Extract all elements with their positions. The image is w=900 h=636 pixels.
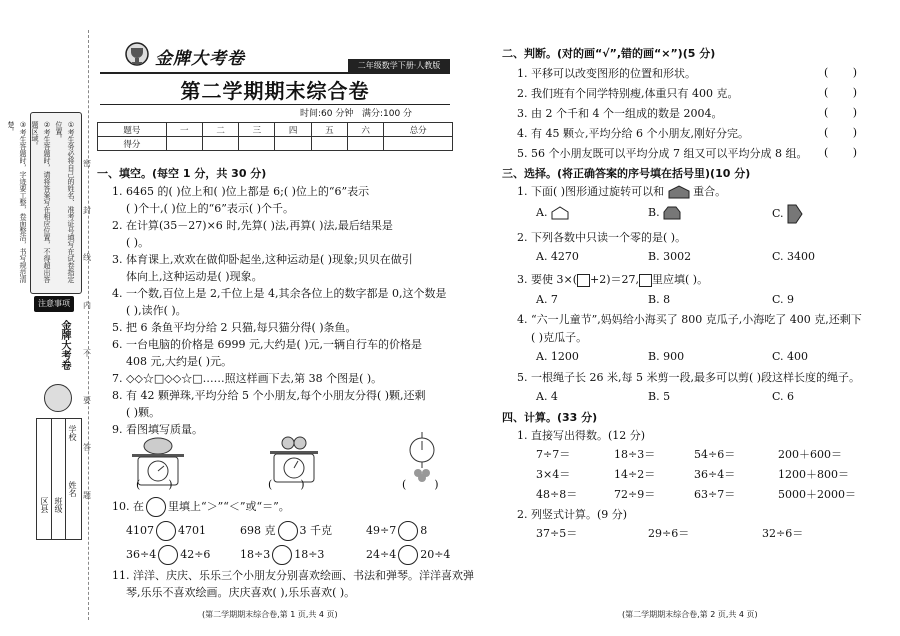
compare-circle[interactable] — [156, 521, 176, 541]
answer-blank[interactable]: ( ) — [268, 478, 305, 491]
compare-circle[interactable] — [158, 545, 178, 565]
question-2-line-1: 2. 在计算(35－27)×6 时,先算( )法,再算( )法,最后结果是 — [112, 219, 393, 232]
vertical-calc-item: 37÷5＝ — [536, 527, 578, 540]
trophy-icon — [122, 40, 152, 70]
seal-dashed-line — [88, 30, 89, 620]
choice-3-option-a[interactable]: A. 7 — [536, 293, 558, 306]
compare-circle[interactable] — [278, 521, 298, 541]
question-2-line-2: ( )。 — [126, 236, 150, 249]
judge-answer-blank[interactable]: ( ) — [824, 66, 858, 79]
judge-item: 2. 我们班有个同学特别瘦,体重只有 400 克。 — [517, 87, 739, 100]
trapezoid-shape-icon — [663, 206, 681, 220]
compare-item: 36÷4 42÷6 — [126, 545, 210, 565]
student-info-box — [36, 418, 82, 540]
seal-char: 线 — [83, 253, 91, 262]
score-input-cell[interactable] — [166, 137, 202, 151]
choice-2-option-a[interactable]: A. 4270 — [536, 250, 579, 263]
exam-title: 第二学期期末综合卷 — [180, 79, 370, 103]
page-footer-1: (第二学期期末综合卷,第 1 页,共 4 页) — [202, 610, 338, 619]
exam-full-score: 满分:100 分 — [361, 109, 413, 119]
calc-item: 36÷4＝ — [694, 468, 736, 481]
judge-answer-blank[interactable]: ( ) — [824, 126, 858, 139]
compare-circle[interactable] — [398, 521, 418, 541]
judge-item: 5. 56 个小朋友既可以平均分成 7 组又可以平均分成 8 组。 — [517, 147, 808, 160]
district-field-label: 区县 — [40, 497, 49, 513]
choice-5: 5. 一根绳子长 26 米,每 5 米剪一段,最多可以剪( )段这样长度的绳子。 — [517, 371, 861, 384]
side-logo-icon — [44, 384, 72, 412]
compare-circle[interactable] — [398, 545, 418, 565]
score-input-cell[interactable] — [384, 137, 453, 151]
blank-square — [577, 274, 590, 287]
question-11-line-1: 11. 洋洋、庆庆、乐乐三个小朋友分别喜欢绘画、书法和弹琴。洋洋喜欢弹 — [112, 569, 474, 582]
table-cell: 二 — [202, 123, 238, 137]
calc-item: 18÷3＝ — [614, 448, 656, 461]
choice-5-option-b[interactable]: B. 5 — [648, 390, 671, 403]
table-cell: 三 — [239, 123, 275, 137]
choice-4-option-c[interactable]: C. 400 — [772, 350, 809, 363]
seal-char: 题 — [83, 491, 91, 500]
blank-square — [639, 274, 652, 287]
seal-char: 封 — [83, 206, 91, 215]
score-input-cell[interactable] — [348, 137, 384, 151]
judge-item: 1. 平移可以改变图形的位置和形状。 — [517, 67, 696, 80]
question-6-line-1: 6. 一台电脑的价格是 6999 元,大约是( )元,一辆自行车的价格是 — [112, 338, 423, 351]
choice-4-option-a[interactable]: A. 1200 — [536, 350, 579, 363]
calc-item: 3×4＝ — [536, 468, 571, 481]
score-table-row — [98, 137, 453, 151]
judge-answer-blank[interactable]: ( ) — [824, 106, 858, 119]
question-8-line-2: ( )颗。 — [126, 406, 161, 419]
choice-3: 3. 要使 3×( +2)＝27, 里应填( )。 — [517, 273, 709, 286]
score-input-cell[interactable] — [239, 137, 275, 151]
question-8-line-1: 8. 有 42 颗弹珠,平均分给 5 个小朋友,每个小朋友分得( )颗,还剩 — [112, 389, 426, 402]
judge-item: 4. 有 45 颗☆,平均分给 6 个小朋友,刚好分完。 — [517, 127, 749, 140]
choice-1-option-c[interactable]: C. — [772, 204, 803, 224]
table-cell: 五 — [311, 123, 347, 137]
vertical-calc-item: 32÷6＝ — [762, 527, 804, 540]
choice-1-option-a[interactable]: A. — [536, 206, 569, 220]
table-cell: 六 — [348, 123, 384, 137]
choice-5-option-a[interactable]: A. 4 — [536, 390, 558, 403]
table-cell: 四 — [275, 123, 311, 137]
seal-char: 要 — [83, 396, 91, 405]
question-6-line-2: 408 元,大约是( )元。 — [126, 355, 233, 368]
binding-strip — [0, 0, 92, 636]
calc-item: 1200＋800＝ — [778, 468, 849, 481]
question-1-line-2: ( )个十,( )位上的“6”表示( )个千。 — [126, 202, 294, 215]
score-input-cell[interactable] — [202, 137, 238, 151]
name-field-label: 姓名 — [68, 481, 77, 497]
choice-5-option-c[interactable]: C. 6 — [772, 390, 795, 403]
calc-item: 5000＋2000＝ — [778, 488, 856, 501]
judge-answer-blank[interactable]: ( ) — [824, 86, 858, 99]
judge-answer-blank[interactable]: ( ) — [824, 146, 858, 159]
compare-item: 49÷7 8 — [366, 521, 427, 541]
calc-part-2-title: 2. 列竖式计算。(9 分) — [517, 508, 628, 521]
page-footer-2: (第二学期期末综合卷,第 2 页,共 4 页) — [622, 610, 758, 619]
calc-item: 72÷9＝ — [614, 488, 656, 501]
grade-tag: 二年级数学下册·人教版 — [348, 59, 450, 72]
notice-line: ③考生答题时，字迹要工整，卷面整洁，书写规范清楚。 — [7, 121, 27, 283]
section-4-title: 四、计算。(33 分) — [502, 411, 598, 424]
compare-circle — [146, 497, 166, 517]
question-3-line-1: 3. 体育课上,欢欢在做仰卧起坐,这种运动是( )现象;贝贝在做引 — [112, 253, 413, 266]
choice-2-option-c[interactable]: C. 3400 — [772, 250, 816, 263]
question-9: 9. 看图填写质量。 — [112, 423, 203, 436]
choice-1: 1. 下面( )图形通过旋转可以和 重合。 — [517, 185, 727, 198]
question-11-line-2: 琴,乐乐不喜欢绘画。庆庆喜欢( ),乐乐喜欢( )。 — [126, 586, 356, 599]
choice-4-option-b[interactable]: B. 900 — [648, 350, 685, 363]
question-10: 10. 在 里填上“＞”“＜”或“＝”。 — [112, 497, 290, 517]
score-table — [97, 122, 453, 151]
judge-item: 3. 由 2 个千和 4 个一组成的数是 2004。 — [517, 107, 723, 120]
calc-item: 7÷7＝ — [536, 448, 571, 461]
calc-part-1-title: 1. 直接写出得数。(12 分) — [517, 429, 646, 442]
answer-blank[interactable]: ( ) — [402, 478, 439, 491]
house-outline-icon — [551, 206, 569, 220]
compare-item: 698 克 3 千克 — [240, 521, 332, 541]
choice-4-line-1: 4. “六一儿童节”,妈妈给小海买了 800 克瓜子,小海吃了 400 克,还剩下 — [517, 313, 862, 326]
calc-item: 63÷7＝ — [694, 488, 736, 501]
choice-3-option-b[interactable]: B. 8 — [648, 293, 671, 306]
calc-item: 14÷2＝ — [614, 468, 656, 481]
question-5: 5. 把 6 条鱼平均分给 2 只猫,每只猫分得( )条鱼。 — [112, 321, 357, 334]
calc-item: 200＋600＝ — [778, 448, 842, 461]
choice-2: 2. 下列各数中只读一个零的是( )。 — [517, 231, 687, 244]
house-shape-icon — [668, 185, 690, 199]
notice-box — [7, 112, 82, 294]
vertical-calc-item: 29÷6＝ — [648, 527, 690, 540]
brand-title: 金牌大考卷 — [155, 49, 245, 69]
compare-item: 18÷3 18÷3 — [240, 545, 324, 565]
score-input-cell[interactable] — [311, 137, 347, 151]
table-cell: 总分 — [384, 123, 453, 137]
section-3-title: 三、选择。(将正确答案的序号填在括号里)(10 分) — [502, 167, 751, 180]
table-cell: 一 — [166, 123, 202, 137]
class-field-label: 班级 — [54, 497, 63, 513]
seal-char: 答 — [83, 443, 91, 452]
spring-scale-icon — [400, 432, 444, 482]
exam-time: 时间:60 分钟 — [300, 109, 354, 119]
exam-meta — [300, 106, 412, 119]
score-input-cell[interactable] — [275, 137, 311, 151]
side-brand: 金牌大考卷 — [59, 320, 70, 370]
table-cell: 题号 — [98, 123, 167, 137]
choice-1-option-b[interactable]: B. — [648, 206, 681, 220]
question-4-line-2: ( ),读作( )。 — [126, 304, 187, 317]
question-7: 7. ◇◇☆□◇◇☆□……照这样画下去,第 38 个图是( )。 — [112, 372, 383, 385]
answer-blank[interactable]: ( ) — [136, 478, 173, 491]
school-field-label: 学校 — [68, 425, 77, 441]
question-4-line-1: 4. 一个数,百位上是 2,千位上是 4,其余各位上的数字都是 0,这个数是 — [112, 287, 447, 300]
calc-item: 48÷8＝ — [536, 488, 578, 501]
notice-label: 注意事项 — [34, 296, 74, 312]
choice-2-option-b[interactable]: B. 3002 — [648, 250, 692, 263]
compare-circle[interactable] — [272, 545, 292, 565]
notice-line: ②考生答题时，请将答案写在相应位置，不得超出答题区域。 — [31, 121, 51, 283]
question-1-line-1: 1. 6465 的( )位上和( )位上都是 6;( )位上的“6”表示 — [112, 185, 370, 198]
notice-line: ①考生务必将自己的姓名、准考证号填写在试卷指定位置。 — [55, 121, 75, 283]
rotated-house-icon — [787, 204, 803, 224]
seal-char: 密 — [83, 159, 91, 168]
choice-3-option-c[interactable]: C. 9 — [772, 293, 795, 306]
calc-item: 54÷6＝ — [694, 448, 736, 461]
score-table-header — [98, 123, 453, 137]
section-1-title: 一、填空。(每空 1 分，共 30 分) — [97, 167, 267, 180]
table-cell: 得分 — [98, 137, 167, 151]
compare-item: 4107 4701 — [126, 521, 206, 541]
compare-item: 24÷4 20÷4 — [366, 545, 450, 565]
choice-4-line-2: ( )克瓜子。 — [531, 331, 588, 344]
seal-char: 不 — [83, 349, 91, 358]
seal-char: 内 — [83, 301, 91, 310]
section-2-title: 二、判断。(对的画“√”,错的画“×”)(5 分) — [502, 47, 716, 60]
question-3-line-2: 体向上,这种运动是( )现象。 — [126, 270, 263, 283]
